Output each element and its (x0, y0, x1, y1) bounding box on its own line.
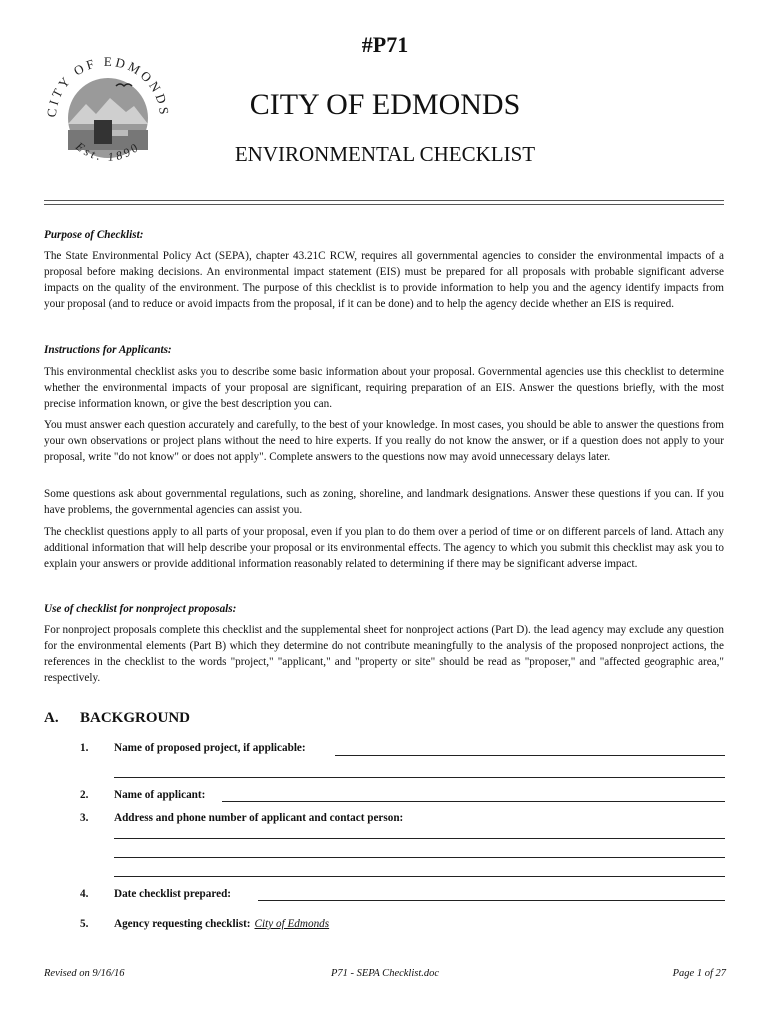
question-label-project-name: Name of proposed project, if applicable: (114, 742, 306, 754)
ferry-icon (94, 120, 112, 144)
section-a-title: BACKGROUND (80, 710, 191, 726)
header-rule (44, 200, 724, 201)
footer-filename: P71 - SEPA Checklist.doc (330, 968, 440, 979)
question-label-date-prepared: Date checklist prepared: (114, 888, 232, 900)
address-phone-field-line-3[interactable] (114, 876, 725, 877)
form-number: #P71 (361, 32, 409, 57)
date-prepared-field[interactable] (258, 900, 725, 901)
project-name-field-line-2[interactable] (114, 777, 725, 778)
address-phone-field-line-1[interactable] (114, 838, 725, 839)
instructions-paragraph-2: You must answer each question accurately and carefully, to the best of your knowledge. In most cases, you should be able to answer the questions from your own observations or project plans without the need to hire experts. If you really do not know the answer, or if a question does not apply to your proposal, write "do not know" or does not apply". Complete answers to the questions now may avoid unnecessary delays later. (44, 419, 724, 463)
applicant-name-field[interactable] (222, 801, 725, 802)
question-number: 1. (80, 742, 89, 754)
nonproject-heading: Use of checklist for nonproject proposals: (44, 603, 237, 615)
question-number: 5. (80, 918, 89, 930)
agency-label-text: Agency requesting checklist: (114, 918, 251, 930)
nonproject-text: For nonproject proposals complete this checklist and the supplemental sheet for nonproject actions (Part D). the lead agency may exclude any question for the environmental elements (Part B) which they determine do not contribute meaningfully to the analysis of the proposed nonproject actions, the references in the checklist to the words "project," "applicant," and "property or site" should be read as "proposer," and "affected geographic area," respectively. (44, 624, 724, 684)
address-phone-field-line-2[interactable] (114, 857, 725, 858)
instructions-paragraph-1: This environmental checklist asks you to describe some basic information about your proposal. Governmental agencies use this checklist to determine whether the environmental impacts of your proposal are significant, requiring preparation of an EIS. Answer the questions briefly, with the most precise information known, or give the best description you can. (44, 366, 724, 410)
checklist-title: ENVIRONMENTAL CHECKLIST (234, 142, 536, 166)
seal-bottom-text: Est. 1890 (73, 139, 143, 164)
project-name-field[interactable] (335, 755, 725, 756)
agency-value: City of Edmonds (254, 918, 330, 930)
instructions-paragraph-3: Some questions ask about governmental regulations, such as zoning, shoreline, and landmark designations. Answer these questions if you can. If you have problems, the governmental agencies can assist you. (44, 488, 724, 516)
question-number: 3. (80, 812, 89, 824)
section-a-letter: A. (44, 710, 59, 726)
instructions-paragraph-4: The checklist questions apply to all parts of your proposal, even if you plan to do them over a period of time or on different parcels of land. Attach any additional information that will help describe your proposal or its environmental effects. The agency to which you submit this checklist may ask you to explain your answers or provide additional information reasonably related to determining if there may be significant adverse impact. (44, 526, 724, 570)
header-rule-2 (44, 204, 724, 205)
question-label-address-phone: Address and phone number of applicant and contact person: (114, 812, 404, 824)
question-label-applicant-name: Name of applicant: (114, 789, 206, 801)
question-label-agency (114, 918, 329, 930)
instructions-heading: Instructions for Applicants: (44, 344, 172, 356)
question-number: 2. (80, 789, 89, 801)
purpose-text: The State Environmental Policy Act (SEPA), chapter 43.21C RCW, requires all governmental agencies to consider the environmental impacts of a proposal before making decisions. An environmental impact statement (EIS) must be prepared for all proposals with probable significant adverse impacts on the quality of the environment. The purpose of this checklist is to provide information to help you and the agency identify impacts from your proposal (and to reduce or avoid impacts from the proposal, if it can be done) and to help the agency decide whether an EIS is required. (44, 250, 724, 310)
footer-page-number: Page 1 of 27 (672, 968, 726, 979)
purpose-heading: Purpose of Checklist: (44, 229, 144, 241)
seal-top-text: CITY OF EDMONDS (43, 53, 173, 118)
footer-revised: Revised on 9/16/16 (44, 968, 125, 979)
city-title: CITY OF EDMONDS (249, 88, 521, 121)
question-number: 4. (80, 888, 89, 900)
